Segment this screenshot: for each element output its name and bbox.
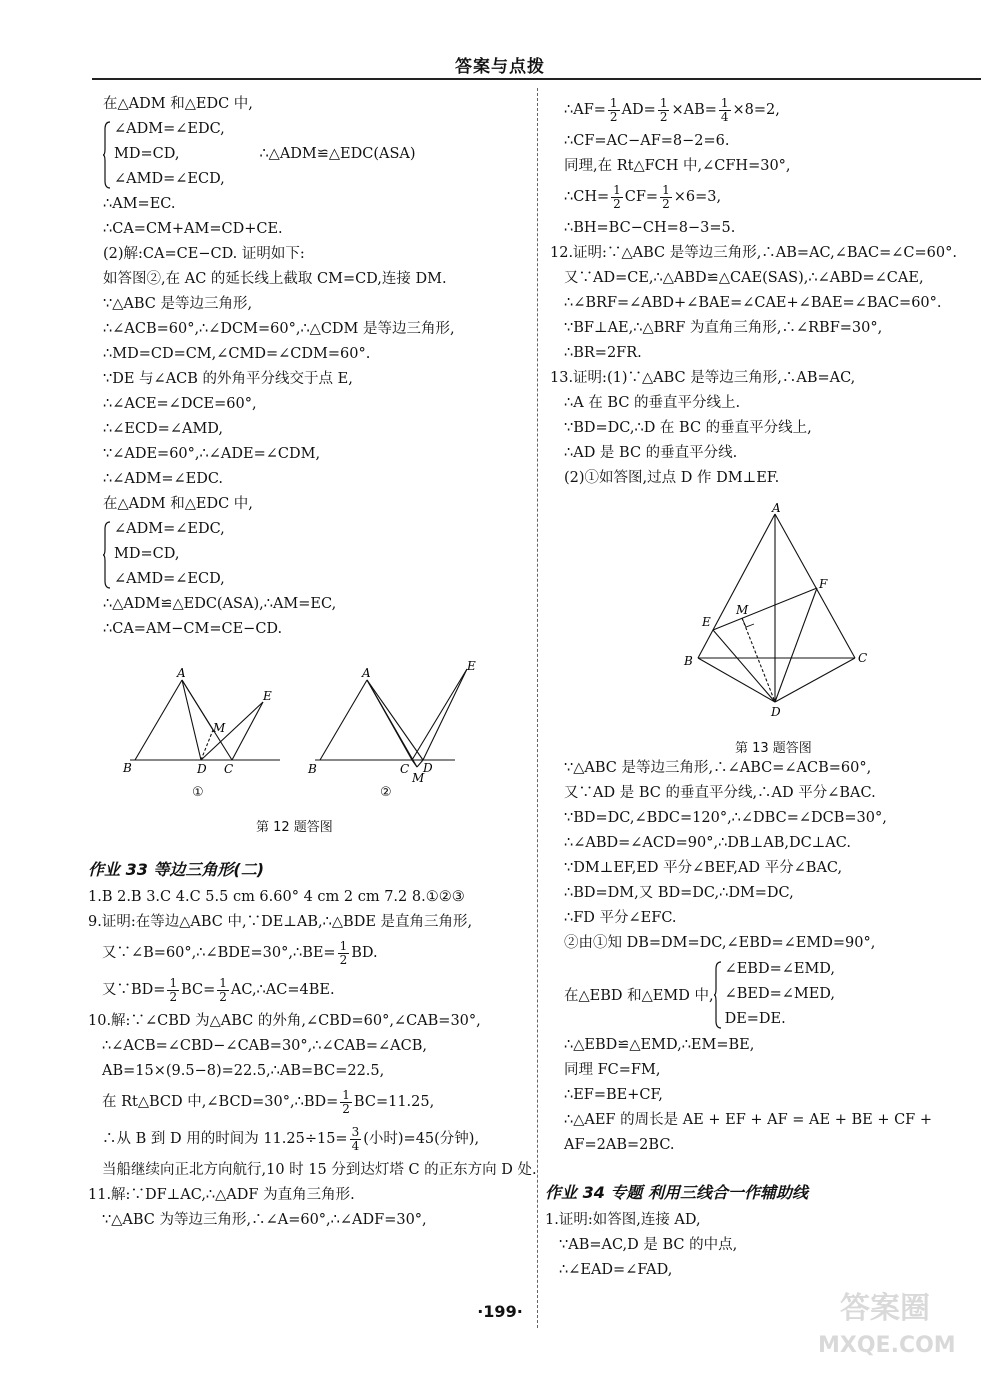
text-line: 在△ADM 和△EDC 中,: [103, 496, 253, 512]
text-line: 10.解:∵∠CBD 为△ABC 的外角,∠CBD=60°,∠CAB=30°,: [88, 1013, 481, 1029]
text-line: ∴∠BRF=∠ABD+∠BAE=∠CAE+∠BAE=∠BAC=60°.: [564, 295, 942, 311]
text-line: AB=15×(9.5−8)=22.5,∴AB=BC=22.5,: [102, 1063, 385, 1079]
point-label-d: D: [771, 705, 781, 719]
text-line: ∴∠ADM=∠EDC.: [103, 471, 224, 487]
section-title-hw34: 作业 34 专题 利用三线合一作辅助线: [545, 1183, 808, 1202]
text-line: ∵∠ADE=60°,∴∠ADE=∠CDM,: [103, 446, 321, 462]
point-label-a: A: [362, 666, 371, 680]
text-line: ∵BD=DC,∴D 在 BC 的垂直平分线上,: [564, 420, 812, 436]
text-line: 又∵AD 是 BC 的垂直平分线,∴AD 平分∠BAC.: [564, 785, 876, 801]
brace-conclusion: ∴△ADM≌△EDC(ASA): [259, 146, 416, 162]
brace-icon: [103, 117, 111, 192]
text-line: ∴△ADM≌△EDC(ASA),∴AM=EC,: [103, 596, 337, 612]
point-label-d: D: [197, 762, 207, 775]
header-rule: [92, 78, 981, 80]
text-line: ∴EF=BE+CF,: [564, 1087, 663, 1103]
watermark-text: 答案圈: [840, 1291, 930, 1326]
text-line: ∴AD 是 BC 的垂直平分线.: [564, 445, 738, 461]
figure-12-1: [115, 660, 285, 775]
figure-13-caption: 第 13 题答图: [735, 741, 812, 756]
text-line: 又∵AD=CE,∴△ABD≌△CAE(SAS),∴∠ABD=∠CAE,: [564, 270, 924, 286]
watermark-logo: [810, 1280, 990, 1360]
right-column-bottom: [545, 1178, 982, 1283]
brace-line: MD=CD,: [114, 546, 180, 562]
text-line: ∴CH= $\frac{1}{2}$ CF= $\frac{1}{2}$ ×6=3,: [564, 182, 722, 211]
fraction: $\frac{1}{2}$: [169, 975, 178, 1004]
brace-line: MD=CD, ∴△ADM≌△EDC(ASA): [114, 146, 416, 162]
text-line: ∴BD=DM,又 BD=DC,∴DM=DC,: [564, 885, 794, 901]
fraction: $\frac{1}{2}$: [659, 95, 668, 124]
point-label-d: D: [423, 761, 433, 775]
point-label-a: A: [177, 666, 186, 680]
text-line: ∴∠ACB=60°,∴∠DCM=60°,∴△CDM 是等边三角形,: [103, 321, 455, 337]
figure-12-2: [305, 655, 485, 785]
point-label-c: C: [224, 762, 234, 775]
text-line: ∵△ABC 是等边三角形,∴∠ABC=∠ACB=60°,: [564, 760, 872, 776]
text-line: 如答图②,在 AC 的延长线上截取 CM=CD,连接 DM.: [103, 271, 447, 287]
left-column: [103, 92, 528, 642]
figure-label-2: ②: [380, 785, 392, 800]
point-label-c: C: [858, 651, 868, 665]
brace-line: DE=DE.: [724, 1011, 786, 1027]
fraction: $\frac{1}{2}$: [219, 975, 227, 1004]
text-line: 9.证明:在等边△ABC 中,∵DE⊥AB,∴△BDE 是直角三角形,: [88, 914, 473, 930]
fraction: $\frac{1}{2}$: [339, 938, 348, 967]
text-line: 又∵BD= $\frac{1}{2}$ BC= $\frac{1}{2}$ AC,∴AC=4BE.: [102, 975, 335, 1004]
text-line: ∴BH=BC−CH=8−3=5.: [564, 220, 736, 236]
watermark-url: MXQE.COM: [818, 1333, 956, 1358]
text-line: ②由①知 DB=DM=DC,∠EBD=∠EMD=90°,: [564, 935, 876, 951]
point-label-e: E: [467, 659, 476, 673]
fraction: $\frac{3}{4}$: [351, 1124, 360, 1153]
text-line: ∴∠EAD=∠FAD,: [559, 1262, 673, 1278]
text-line: 13.证明:(1)∵△ABC 是等边三角形,∴AB=AC,: [550, 370, 856, 386]
right-column-lower: [550, 756, 982, 1158]
fraction: $\frac{1}{2}$: [342, 1087, 350, 1116]
brace-line: ∠BED=∠MED,: [724, 986, 836, 1002]
brace-line: ∠AMD=∠ECD,: [114, 171, 225, 187]
text-line: ∵DE 与∠ACB 的外角平分线交于点 E,: [103, 371, 353, 387]
fraction: $\frac{1}{2}$: [662, 182, 670, 211]
point-label-f: F: [819, 577, 828, 591]
fraction: $\frac{1}{4}$: [720, 95, 729, 124]
text-line: ∵△ABC 是等边三角形,: [103, 296, 253, 312]
text-line: 同理,在 Rt△FCH 中,∠CFH=30°,: [564, 158, 791, 174]
text-line: 12.证明:∵△ABC 是等边三角形,∴AB=AC,∠BAC=∠C=60°.: [550, 245, 957, 261]
fraction: $\frac{1}{2}$: [609, 95, 618, 124]
text-line: ∵BD=DC,∠BDC=120°,∴∠DBC=∠DCB=30°,: [564, 810, 887, 826]
page-number: ·199·: [477, 1302, 523, 1321]
point-label-e: E: [263, 689, 272, 703]
text-line: ∴△AEF 的周长是 AE + EF + AF = AE + BE + CF + AF=2AB=2BC.: [564, 1112, 932, 1153]
text-line: ∴∠ACE=∠DCE=60°,: [103, 396, 257, 412]
text-line: ∴∠ABD=∠ACD=90°,∴DB⊥AB,DC⊥AC.: [564, 835, 851, 851]
brace-icon: [103, 517, 111, 592]
brace-line: ∠EBD=∠EMD,: [724, 961, 836, 977]
point-label-e: E: [702, 615, 711, 629]
point-label-b: B: [123, 761, 132, 775]
brace-system: [103, 517, 528, 592]
point-label-b: B: [308, 762, 317, 776]
text-line: ∴∠ACB=∠CBD−∠CAB=30°,∴∠CAB=∠ACB,: [102, 1038, 427, 1054]
point-label-b: B: [684, 654, 693, 668]
right-column: [550, 92, 982, 491]
point-label-m: M: [412, 771, 425, 785]
point-label-m: M: [736, 603, 749, 617]
text-line: ∴A 在 BC 的垂直平分线上.: [564, 395, 741, 411]
section-title-hw33: 作业 33 等边三角形(二): [88, 860, 265, 879]
figure-label-1: ①: [192, 785, 204, 800]
text-line: ∴AF= $\frac{1}{2}$ AD= $\frac{1}{2}$ ×AB= $\frac{1}{4}$ ×8=2,: [564, 95, 780, 124]
figure-12-caption: 第 12 题答图: [256, 820, 333, 835]
left-column-lower: [88, 855, 537, 1233]
text-line: 11.解:∵DF⊥AC,∴△ADF 为直角三角形.: [88, 1187, 355, 1203]
text-line: ∴△EBD≌△EMD,∴EM=BE,: [564, 1037, 755, 1053]
text-line: 在△EBD 和△EMD 中,: [564, 988, 714, 1004]
figure-13: [680, 502, 880, 720]
page-header-title: 答案与点拨: [455, 57, 545, 77]
text-line: ∴∠ECD=∠AMD,: [103, 421, 224, 437]
column-divider: [537, 88, 538, 1328]
text-line: ∴FD 平分∠EFC.: [564, 910, 677, 926]
text-line: ∵BF⊥AE,∴△BRF 为直角三角形,∴∠RBF=30°,: [564, 320, 883, 336]
text-line: ∵△ABC 为等边三角形,∴∠A=60°,∴∠ADF=30°,: [102, 1212, 427, 1228]
text-line: ∴从 B 到 D 用的时间为 11.25÷15= $\frac{3}{4}$ (小时)=45(分钟),: [102, 1124, 480, 1153]
text-line: ∵AB=AC,D 是 BC 的中点,: [559, 1237, 738, 1253]
answer-line: 1.B 2.B 3.C 4.C 5.5 cm 6.60° 4 cm 2 cm 7.2 8.①②③: [88, 889, 465, 905]
point-label-a: A: [772, 502, 781, 515]
text-line: (2)①如答图,过点 D 作 DM⊥EF.: [564, 470, 780, 486]
text-line: ∴CA=CM+AM=CD+CE.: [103, 221, 283, 237]
brace-line: ∠ADM=∠EDC,: [114, 521, 225, 537]
text-line: 同理 FC=FM,: [564, 1062, 661, 1078]
text-line: ∴CF=AC−AF=8−2=6.: [564, 133, 730, 149]
brace-icon: [714, 957, 722, 1032]
brace-line: ∠AMD=∠ECD,: [114, 571, 225, 587]
text-line: (2)解:CA=CE−CD. 证明如下:: [103, 246, 305, 262]
text-line: 当船继续向正北方向航行,10 时 15 分到达灯塔 C 的正东方向 D 处.: [102, 1162, 537, 1178]
brace-system-row: [550, 956, 982, 1033]
text-line: ∴AM=EC.: [103, 196, 176, 212]
fraction: $\frac{1}{2}$: [613, 182, 621, 211]
point-label-c: C: [400, 762, 410, 776]
text-line: ∴MD=CD=CM,∠CMD=∠CDM=60°.: [103, 346, 371, 362]
brace-system: [103, 117, 528, 192]
point-label-m: M: [213, 721, 226, 735]
text-line: ∴BR=2FR.: [564, 345, 642, 361]
text-line: ∴CA=AM−CM=CE−CD.: [103, 621, 283, 637]
brace-line: ∠ADM=∠EDC,: [114, 121, 225, 137]
text-line: ∵DM⊥EF,ED 平分∠BEF,AD 平分∠BAC,: [564, 860, 843, 876]
text-line: 在△ADM 和△EDC 中,: [103, 96, 253, 112]
text-line: 在 Rt△BCD 中,∠BCD=30°,∴BD= $\frac{1}{2}$ BC=11.25,: [102, 1087, 435, 1116]
text-line: 又∵∠B=60°,∴∠BDE=30°,∴BE= $\frac{1}{2}$ BD.: [102, 938, 378, 967]
text-line: 1.证明:如答图,连接 AD,: [545, 1212, 701, 1228]
